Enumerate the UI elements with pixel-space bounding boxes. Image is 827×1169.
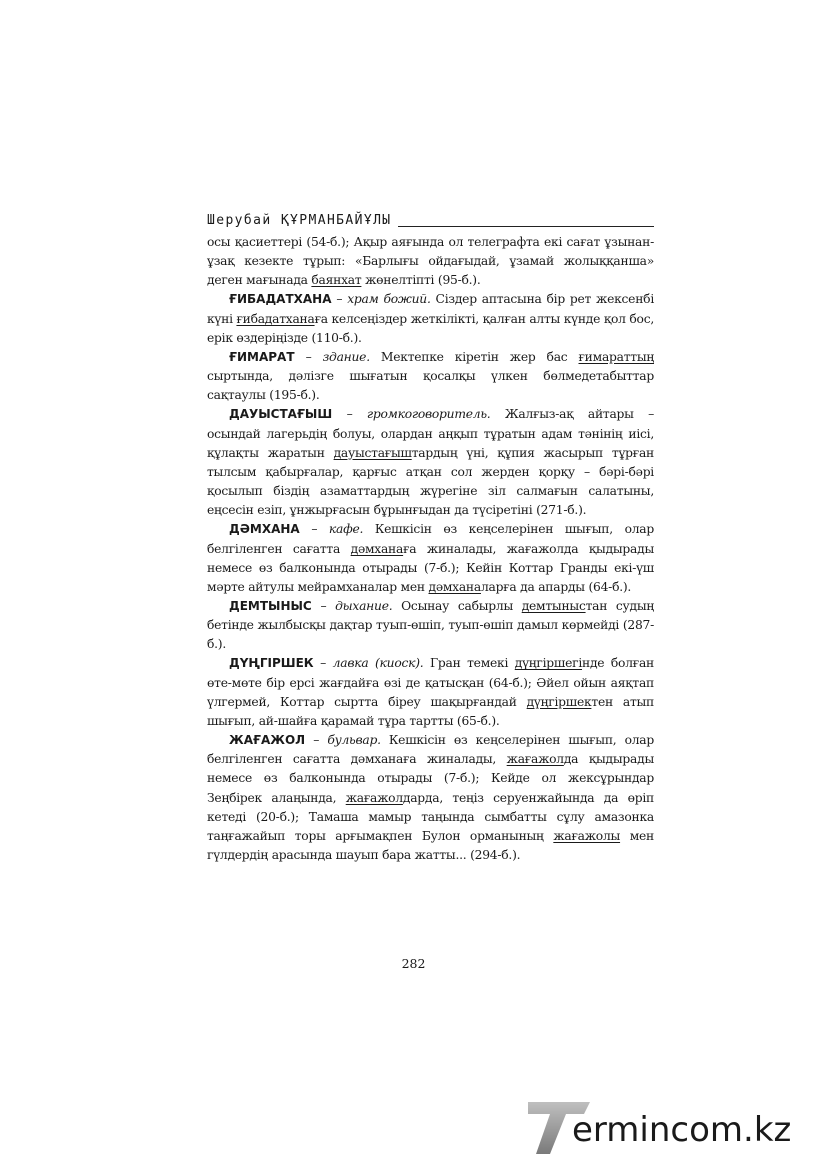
text-run: – <box>332 407 367 422</box>
logo-wordmark: ermincom.kz <box>572 1110 792 1150</box>
text-run: – <box>311 598 336 613</box>
text-run: Осынау сабырлы <box>392 598 522 613</box>
headword: ҒИБАДАТХАНА <box>229 292 332 307</box>
text-run: тан судың бетінде жылбысқы дақтар туып-өшіп, туып-өшіп дамыл көрмейді (287-б.). <box>207 598 654 652</box>
underlined-term: баянхат <box>311 273 362 288</box>
text-run: – <box>305 733 328 748</box>
underlined-term: жағажол <box>345 790 403 805</box>
dictionary-entry <box>207 290 654 347</box>
termincom-logo-graphic <box>528 1096 818 1156</box>
continuation-paragraph <box>207 233 654 290</box>
underlined-term: дәмхана <box>350 541 404 556</box>
headword: ҒИМАРАТ <box>229 349 295 364</box>
text-run: Сіздер аптасына бір рет жексенбі күні <box>207 292 654 326</box>
dictionary-entry <box>207 597 654 654</box>
russian-translation: бульвар. <box>327 733 381 748</box>
text-run: ға келсеңіздер жеткілікті, қалған алты күнде қол бос, ерік өздеріңізде (110-б.). <box>207 311 655 345</box>
headword: ДАУЫСТАҒЫШ <box>229 407 333 422</box>
russian-translation: лавка (киоск). <box>332 656 424 671</box>
text-run: ларға да апарды (64-б.). <box>480 579 632 594</box>
underlined-term: дүңгіршегі <box>514 656 583 671</box>
underlined-term: дауыстағыш <box>333 445 412 460</box>
termincom-logo <box>528 1096 818 1156</box>
text-run: тардың үні, құпия жасырып тұрған тылсым қабырғалар, қарғыс атқан сол жерден қорқу – бәрі-бәрі қосылып біздің азаматтардың жүрегіне зіл салмағын салатыны, еңсесін езіп, ұнжырғасын бұрынғыдан да түсіретіні (271-б.). <box>207 445 654 518</box>
page-content <box>207 212 654 865</box>
underlined-term: дүңгіршек <box>526 694 592 709</box>
text-run: Гран темекі <box>423 656 515 671</box>
russian-translation: громкоговоритель. <box>366 407 491 422</box>
text-run: – <box>331 292 348 307</box>
headword: ДЕМТЫНЫС <box>229 598 312 613</box>
text-run: Кешкісін өз кеңселерінен шығып, олар белгіленген сағатта <box>207 522 654 556</box>
headword: ДҮҢГІРШЕК <box>229 656 314 671</box>
dictionary-entry <box>207 731 654 865</box>
russian-translation: кафе. <box>328 522 364 537</box>
text-run: ға жиналады, жағажолда қыдырады немесе өз балконында отырады (7-б.); Кейін Коттар Гранды екі-үш мәрте айтулы мейрамханалар мен <box>207 541 654 594</box>
dictionary-entry <box>207 348 654 405</box>
underlined-term: дәмхана <box>428 579 481 594</box>
russian-translation: здание. <box>322 349 370 364</box>
header-rule <box>398 226 654 227</box>
text-run: Жалғыз-ақ айтары – осындай лагерьдің болуы, олардан аңқып тұратын адам тәнінің иісі, құлақты жаратын <box>207 407 654 460</box>
underlined-term: жағажолы <box>553 828 621 843</box>
page-number: 282 <box>401 956 426 971</box>
running-title: Шерубай ҚҰРМАНБАЙҰЛЫ <box>207 213 392 228</box>
dictionary-entry <box>207 405 654 520</box>
underlined-term: жағажол <box>506 752 564 767</box>
text-run: жөнелтіпті (95-б.). <box>361 273 481 288</box>
text-run: – <box>299 522 329 537</box>
dictionary-entry <box>207 654 654 731</box>
headword: ЖАҒАЖОЛ <box>229 733 306 748</box>
running-header <box>207 212 654 229</box>
russian-translation: храм божий. <box>347 292 431 307</box>
russian-translation: дыхание. <box>335 598 393 613</box>
underlined-term: ғибадатхана <box>236 311 315 326</box>
text-run: сыртында, дәлізге шығатын қосалқы үлкен бөлмедетабыттар сақтаулы (195-б.). <box>207 369 654 403</box>
headword: ДӘМХАНА <box>229 522 300 537</box>
text-run: тен атып шығып, ай-шайға қарамай тұра тартты (65-б.). <box>207 694 654 728</box>
text-run: – <box>313 656 333 671</box>
text-run: дарда, теңіз серуенжайында да өріп кетеді (20-б.); Тамаша мамыр таңында сымбатты сұлу амазонка таңғажайып торы арғымақпен Булон орманының <box>207 790 654 843</box>
text-run: Кешкісін өз кеңселерінен шығып, олар белгіленген сағатта дәмханаға жиналады, <box>207 733 654 767</box>
text-run: Мектепке кіретін жер бас <box>369 349 579 364</box>
text-run: нде болған өте-мөте бір ерсі жағдайға өзі де қатысқан (64-б.); Әйел ойын аяқтап үлгермей, Коттар сыртта біреу шақырғандай <box>207 656 654 709</box>
text-run: – <box>294 349 323 364</box>
underlined-term: ғимараттың <box>578 349 655 364</box>
text-run: да қыдырады немесе өз балконында отырады (7-б.); Кейде ол жексұрындар Зеңбірек алаңында, <box>207 752 654 805</box>
dictionary-entry <box>207 520 654 597</box>
text-run: мен гүлдердің арасында шауып бара жатты... (294-б.). <box>207 828 654 862</box>
text-run: осы қасиеттері (54-б.); Ақыр аяғында ол телеграфта екі сағат ұзынан-ұзақ кезекте тұрып: «Барлығы ойдағыдай, ұзамай жолыққанша» деген мағынада <box>207 235 654 288</box>
dictionary-body <box>207 233 654 865</box>
underlined-term: демтыныс <box>521 598 586 613</box>
